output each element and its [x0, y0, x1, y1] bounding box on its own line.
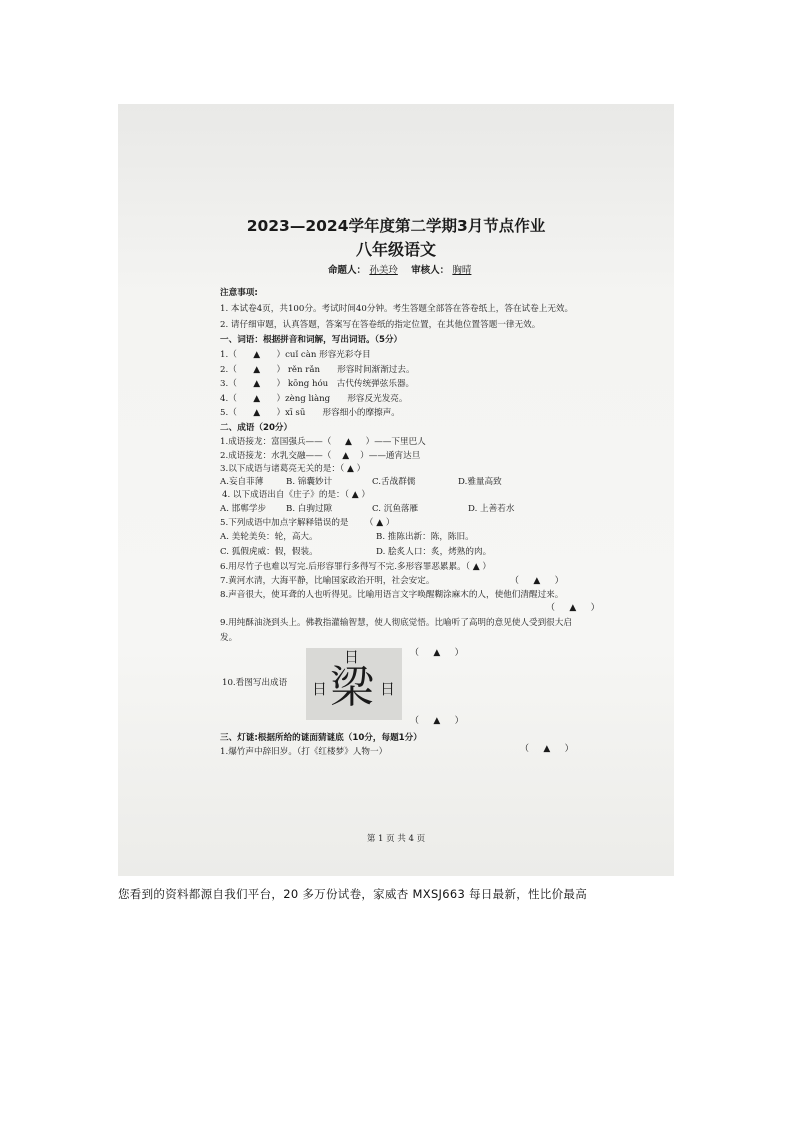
page-number: 第 1 页 共 4 页 [366, 834, 426, 844]
setter-name: 孙美玲 [369, 265, 398, 276]
vocab-item-2: 2.（ ▲ ） rěn rǎn 形容时间渐渐过去。 [220, 365, 415, 375]
reviewer-name: 胸晴 [452, 265, 472, 276]
idiom-q5: 5.下列成语中加点字解释错误的是 （ ▲ ） [220, 518, 395, 528]
riddle-q1-blank: （ ▲ ） [520, 744, 574, 754]
section3-heading: 三、灯谜:根据所给的谜面猜谜底（10分，每题1分） [220, 733, 422, 743]
answer-mark: ▲ [253, 379, 261, 389]
section2-heading: 二、成语（20分） [220, 423, 293, 433]
idiom-q7: 7.黄河水清，大海平静，比喻国家政治开明，社会安定。 [220, 576, 435, 586]
exam-authors [328, 262, 471, 276]
idiom-q5-options-cd: C. 狐假虎威：假，假装。 D. 脍炙人口：炙，烤熟的肉。 [220, 547, 492, 557]
exam-title: 2023—2024学年度第二学期3月节点作业 [246, 217, 546, 235]
answer-mark: ▲ [345, 437, 352, 447]
picture-right-char: 日 [380, 680, 396, 698]
setter-label: 命题人： [328, 265, 367, 276]
vocab-item-5: 5.（ ▲ ）xī sū 形容细小的摩擦声。 [220, 408, 400, 418]
scanned-exam-page [118, 104, 674, 876]
picture-left-char: 日 [312, 680, 328, 698]
answer-mark: ▲ [253, 365, 261, 375]
idiom-q1: 1.成语接龙：富国强兵——（ ▲ ）——下里巴人 [220, 437, 426, 447]
promo-banner-text: 您看到的资料都源自我们平台，20 多万份试卷，家威杏 MXSJ663 每日最新，性比价最高 [118, 887, 588, 901]
section1-heading: 一、词语：根据拼音和词解，写出词语。（5分） [220, 335, 403, 345]
idiom-q9-continued: 发。 [220, 633, 238, 643]
answer-mark: ▲ [433, 648, 441, 658]
idiom-q2: 2.成语接龙：水乳交融——（ ▲ ）——通宵达旦 [220, 451, 421, 461]
answer-mark: ▲ [253, 350, 261, 360]
vocab-item-3: 3.（ ▲ ） kōng hóu 古代传统弹弦乐器。 [220, 379, 415, 389]
idiom-q10: 10.看图写出成语 [222, 678, 288, 688]
picture-center-char: 梁 [330, 662, 374, 713]
idiom-q6: 6.用尽竹子也难以写完.后形容罪行多得写不完.多形容罪恶累累。（ ▲ ） [220, 562, 491, 572]
idiom-q9-blank: （ ▲ ） [410, 648, 464, 658]
answer-mark: ▲ [376, 518, 384, 528]
answer-mark: ▲ [543, 744, 551, 754]
idiom-q3-options: A.妄自菲薄 B. 锦囊妙计 C.舌战群儒 D.雅量高致 [220, 477, 502, 487]
answer-mark: ▲ [346, 464, 354, 474]
idiom-q7-blank: （ ▲ ） [510, 576, 564, 586]
idiom-q4: 4. 以下成语出自《庄子》的是：（ ▲ ） [222, 490, 370, 500]
answer-mark: ▲ [351, 490, 359, 500]
notice-item-2: 2. 请仔细审题，认真答题，答案写在答卷纸的指定位置，在其他位置答题一律无效。 [220, 320, 541, 330]
vocab-item-1: 1.（ ▲ ）cuǐ càn 形容光彩夺目 [220, 350, 371, 360]
exam-subject: 八年级语文 [355, 240, 436, 259]
idiom-q10-blank: （ ▲ ） [410, 716, 464, 726]
riddle-q1: 1.爆竹声中辞旧岁。（打《红楼梦》人物一） [220, 747, 388, 757]
idiom-q8-blank: （ ▲ ） [546, 603, 600, 613]
vocab-item-4: 4.（ ▲ ）zèng liàng 形容反光发亮。 [220, 394, 408, 404]
answer-mark: ▲ [433, 716, 441, 726]
idiom-q3: 3.以下成语与诸葛亮无关的是：（ ▲ ） [220, 464, 366, 474]
answer-mark: ▲ [253, 408, 261, 418]
idiom-q5-options-ab: A. 美轮美奂：轮，高大。 B. 推陈出新：陈，陈旧。 [220, 532, 474, 542]
idiom-q8: 8.声音很大，使耳聋的人也听得见。比喻用语言文字唤醒糊涂麻木的人，使他们清醒过来。 [220, 590, 564, 600]
idiom-picture [306, 648, 402, 720]
picture-top-char: 日 [344, 648, 360, 666]
answer-mark: ▲ [472, 562, 480, 572]
reviewer-label: 审核人： [411, 265, 450, 276]
notice-heading: 注意事项: [220, 288, 258, 298]
answer-mark: ▲ [533, 576, 541, 586]
idiom-q9: 9.用纯酥油浇到头上。佛教指灌输智慧，使人彻底觉悟。比喻听了高明的意见使人受到很大启 [220, 618, 572, 628]
answer-mark: ▲ [342, 451, 350, 461]
idiom-q4-options: A. 邯郸学步 B. 白驹过隙 C. 沉鱼落雁 D. 上善若水 [220, 504, 515, 514]
answer-mark: ▲ [253, 394, 261, 404]
notice-item-1: 1. 本试卷4页，共100分。考试时间40分钟。考生答题全部答在答卷纸上，答在试卷上无效。 [220, 304, 574, 314]
answer-mark: ▲ [569, 603, 577, 613]
